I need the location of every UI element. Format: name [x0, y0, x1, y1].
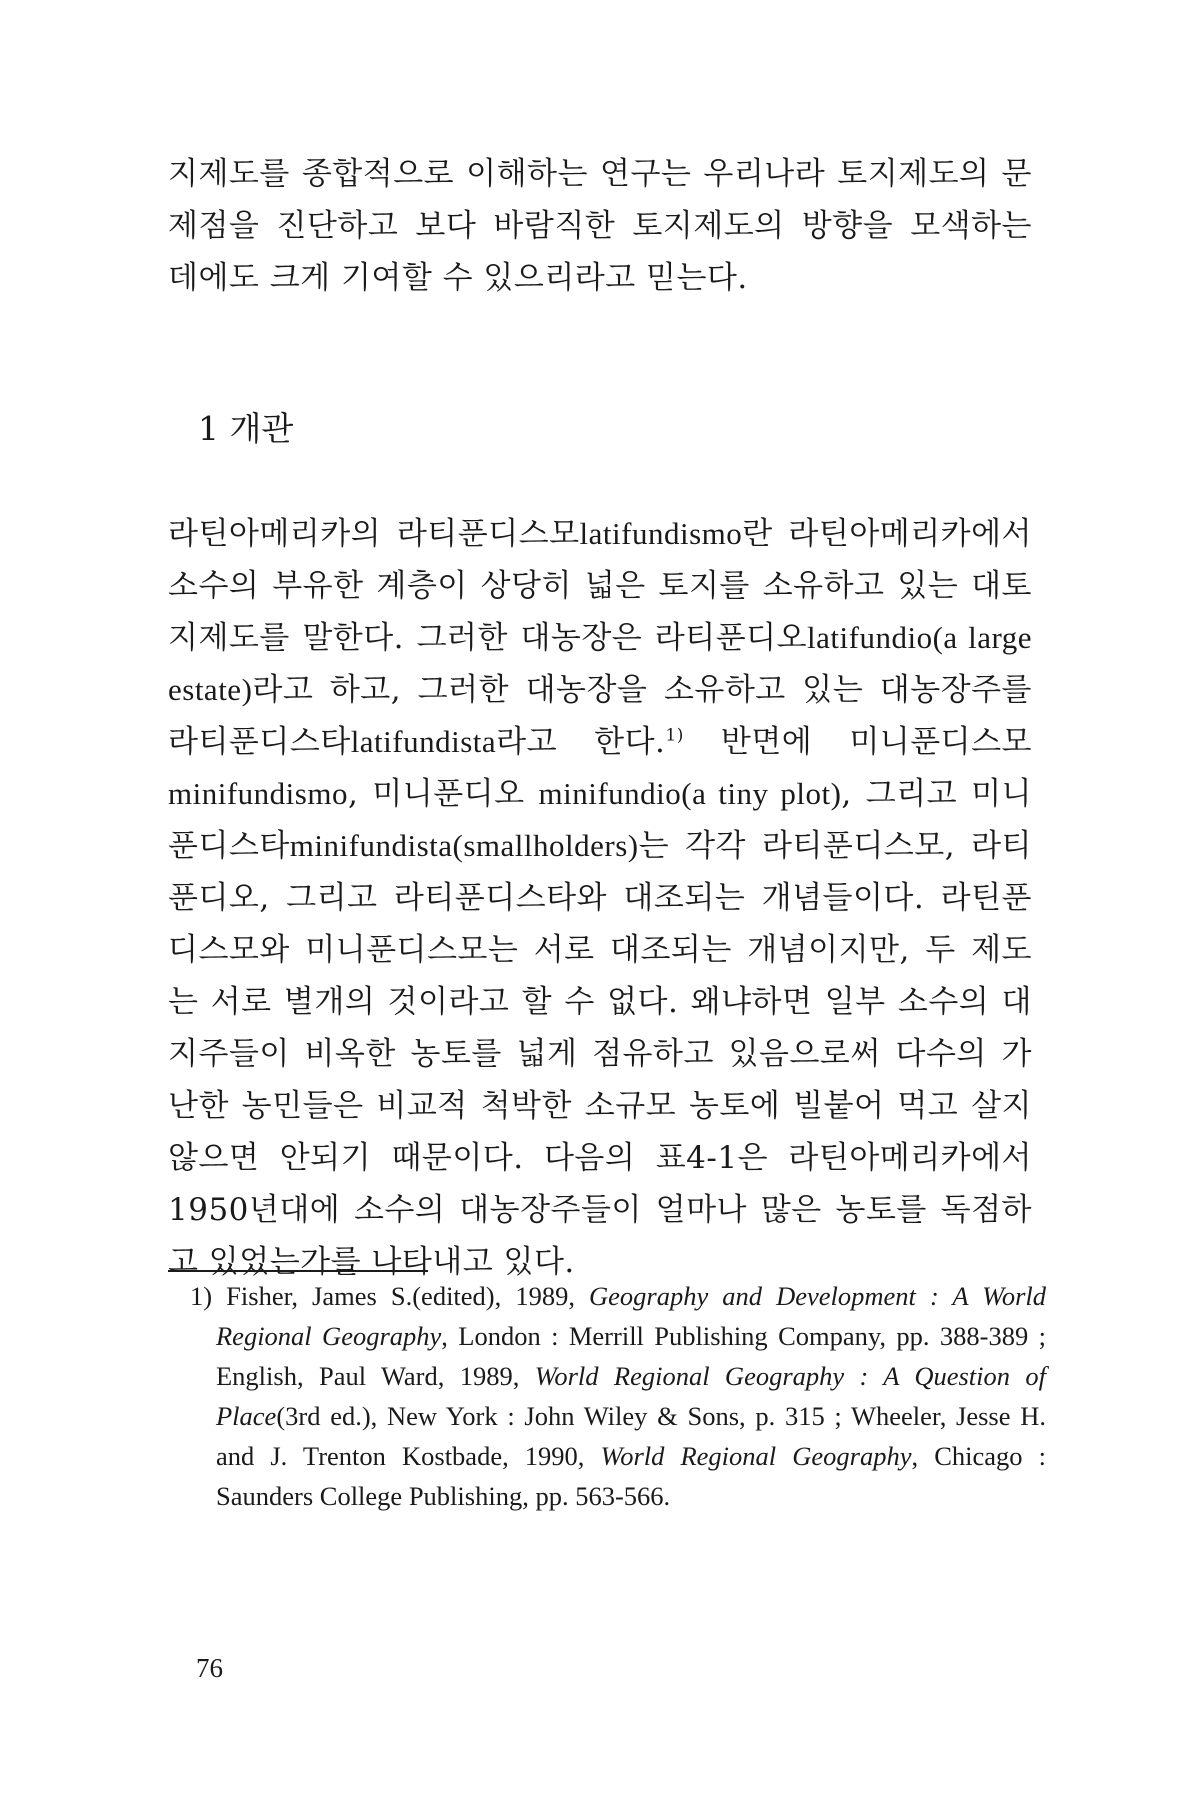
section-number: 1: [198, 409, 219, 448]
footnote: [190, 1276, 1046, 1516]
section-heading: [198, 405, 293, 453]
term-latifundismo: latifundismo: [579, 516, 743, 551]
body-text-segment: , 미니푼디오: [347, 776, 539, 812]
term-latifundio: latifundio(a large estate): [168, 620, 1032, 707]
body-paragraph: [168, 508, 1032, 1288]
body-text-segment: 란 라틴아메리카에서 소수의 부유한 계층이 상당히 넓은 토지를 소유하고 있는 대토지제도를 말한다. 그러한 대농장은 라티푼디오: [168, 516, 1032, 656]
footnote-text: , Chicago : Saunders College Publishing, pp. 563-566.: [216, 1441, 1046, 1511]
body-text-segment: 라고 한다.: [496, 724, 666, 760]
intro-paragraph: 지제도를 종합적으로 이해하는 연구는 우리나라 토지제도의 문제점을 진단하고 보다 바람직한 토지제도의 방향을 모색하는 데에도 크게 기여할 수 있으리라고 믿는다.: [168, 156, 1032, 296]
footnote-book-title: World Regional Geography : A Question of Place: [216, 1361, 1046, 1431]
page-number: 76: [196, 1653, 223, 1683]
footnote-reference[interactable]: 1): [665, 725, 684, 746]
body-text-segment: 는 각각 라티푼디스모, 라티푼디오, 그리고 라티푼디스타와 대조되는 개념들이다. 라틴푼디스모와 미니푼디스모는 서로 대조되는 개념이지만, 두 제도는 서로 별개의 것이라고 할 수 없다. 왜냐하면 일부 소수의 대지주들이 비옥한 농토를 넓게 점유하고 있음으로써 다수의 가난한 농민들은 비교적 척박한 소규모 농토에 빌붙어 먹고 살지 않으면 안되기 때문이다. 다음의 표4-1은 라틴아메리카에서 1950년대에 소수의 대농장주들이 얼마나 많은 농토를 독점하고 있었는가를 나타내고 있다.: [168, 828, 1032, 1280]
footnote-text: Fisher, James S.(edited), 1989,: [226, 1281, 590, 1311]
footnote-book-title: World Regional Geography: [600, 1441, 912, 1471]
term-minifundista: minifundista(smallholders): [289, 828, 639, 863]
footnote-book-title: Geography and Development : A World Regional Geography: [216, 1281, 1046, 1351]
body-text-segment: 반면에 미니푼디스모: [683, 724, 1032, 760]
footnote-text: (3rd ed.), New York : John Wiley & Sons, p. 315 ; Wheeler, Jesse H. and J. Trenton Kostbade, 1990,: [216, 1401, 1046, 1471]
footnote-marker: 1): [190, 1281, 213, 1311]
footnote-divider: [168, 1270, 428, 1272]
term-latifundista: latifundista: [350, 724, 497, 759]
body-text-segment: 라고 하고, 그러한 대농장을 소유하고 있는 대농장주를 라티푼디스타: [168, 672, 1032, 760]
term-minifundismo: minifundismo: [168, 776, 348, 811]
footnote-text: , London : Merrill Publishing Company, pp. 388-389 ; English, Paul Ward, 1989,: [216, 1321, 1046, 1391]
term-minifundio: minifundio(a tiny plot): [538, 776, 842, 811]
section-title: 개관: [229, 409, 294, 448]
body-text-segment: , 그리고 미니푼디스타: [168, 776, 1032, 864]
body-text-segment: 라틴아메리카의 라티푼디스모: [168, 516, 580, 552]
